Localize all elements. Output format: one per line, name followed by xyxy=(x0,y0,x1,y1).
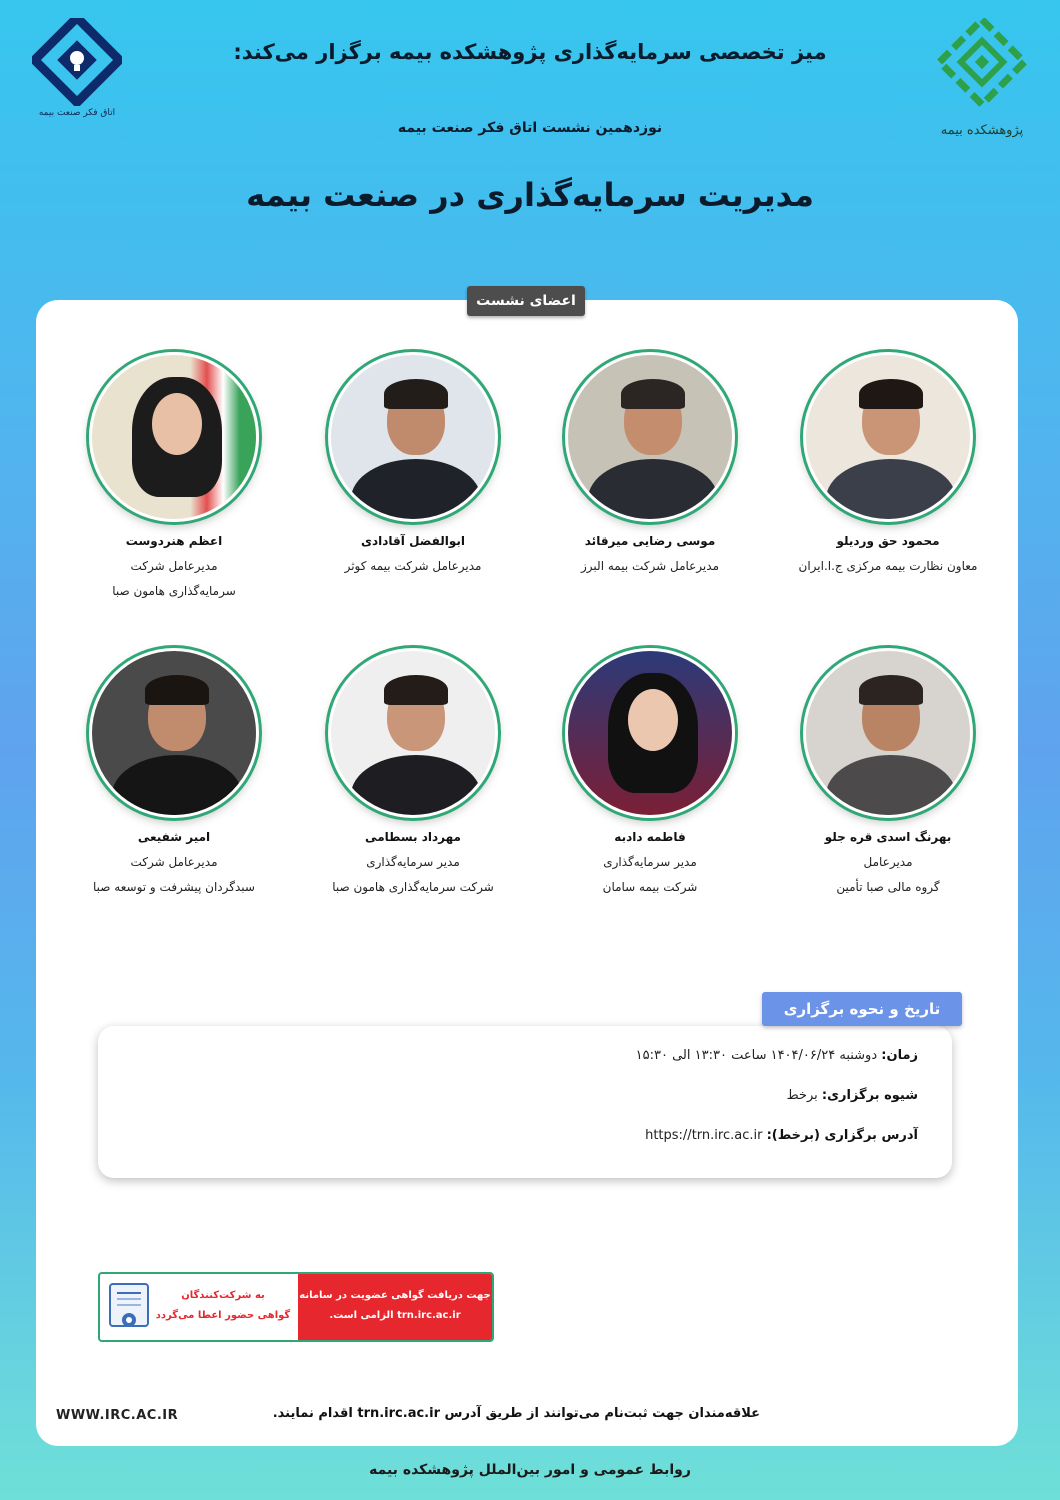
member-name: فاطمه دادبه xyxy=(614,830,686,844)
time-value: دوشنبه ۱۴۰۴/۰۶/۲۴ ساعت ۱۳:۳۰ الی ۱۵:۳۰ xyxy=(635,1048,878,1063)
insurance-research-logo-icon xyxy=(932,18,1032,110)
member-photo xyxy=(89,352,259,522)
certificate-requirement xyxy=(298,1274,492,1340)
certificate-notice-line2: گواهی حضور اعطا می‌گردد xyxy=(155,1310,291,1321)
member-role: مدیرعامل شرکت بیمه البرز xyxy=(581,559,719,573)
member-company: شرکت سرمایه‌گذاری هامون صبا xyxy=(332,880,494,894)
insurance-research-logo xyxy=(932,18,1032,138)
header-title: میز تخصصی سرمایه‌گذاری پژوهشکده بیمه برگزار می‌کند: xyxy=(233,40,827,64)
member-name: موسی رضایی میرقائد xyxy=(584,534,716,548)
time-label: زمان: xyxy=(881,1048,918,1063)
member-company: شرکت بیمه سامان xyxy=(602,880,698,894)
member-card xyxy=(303,352,523,573)
certificate-icon xyxy=(108,1282,150,1332)
schedule-method xyxy=(787,1088,918,1103)
insurance-research-logo-caption: پژوهشکده بیمه xyxy=(940,123,1024,138)
footer-credit: روابط عمومی و امور بین‌الملل پژوهشکده بیمه xyxy=(369,1462,691,1478)
certificate-requirement-line1: جهت دریافت گواهی عضویت در سامانه xyxy=(299,1290,491,1301)
member-card xyxy=(64,648,284,894)
member-photo xyxy=(803,648,973,818)
member-company: گروه مالی صبا تأمین xyxy=(836,880,940,894)
member-card xyxy=(64,352,284,598)
header-subtitle: نوزدهمین نشست اتاق فکر صنعت بیمه xyxy=(397,120,663,136)
member-name: بهرنگ اسدی قره جلو xyxy=(824,830,952,844)
method-label: شیوه برگزاری: xyxy=(821,1088,918,1103)
member-photo xyxy=(803,352,973,522)
think-tank-logo xyxy=(32,18,122,118)
page-title: مدیریت سرمایه‌گذاری در صنعت بیمه xyxy=(246,176,814,214)
member-role: مدیرعامل شرکت xyxy=(130,855,218,869)
member-card xyxy=(540,352,760,573)
member-role: مدیر سرمایه‌گذاری xyxy=(366,855,460,869)
registration-note: علاقه‌مندان جهت ثبت‌نام می‌توانند از طریق آدرس trn.irc.ac.ir اقدام نمایند. xyxy=(272,1406,760,1421)
website-url[interactable]: WWW.IRC.AC.IR xyxy=(56,1408,179,1423)
certificate-requirement-line2: trn.irc.ac.ir الزامی است. xyxy=(329,1310,461,1321)
member-photo xyxy=(328,648,498,818)
member-role: معاون نظارت بیمه مرکزی ج.ا.ایران xyxy=(798,559,978,573)
member-photo xyxy=(565,352,735,522)
method-value: برخط xyxy=(786,1088,818,1103)
member-name: محمود حق وردیلو xyxy=(836,534,940,548)
member-name: مهرداد بسطامی xyxy=(365,830,461,844)
member-card xyxy=(778,648,998,894)
think-tank-logo-icon xyxy=(32,18,122,106)
member-name: اعظم هنردوست xyxy=(125,534,223,548)
think-tank-logo-caption: اتاق فکر صنعت بیمه xyxy=(38,108,116,118)
schedule-time xyxy=(636,1048,918,1063)
member-photo xyxy=(565,648,735,818)
member-photo xyxy=(328,352,498,522)
schedule-label: تاریخ و نحوه برگزاری xyxy=(762,992,962,1026)
schedule-box xyxy=(98,1026,952,1178)
address-label: آدرس برگزاری (برخط): xyxy=(766,1128,918,1143)
member-company: سرمایه‌گذاری هامون صبا xyxy=(112,584,236,598)
certificate-notice-line1: به شرکت‌کنندگان xyxy=(181,1290,265,1301)
member-card xyxy=(778,352,998,573)
member-card xyxy=(540,648,760,894)
member-company: سبدگردان پیشرفت و توسعه صبا xyxy=(93,880,255,894)
member-card xyxy=(303,648,523,894)
certificate-banner xyxy=(98,1272,494,1342)
member-name: ابوالفضل آقادادی xyxy=(360,534,465,548)
member-name: امیر شفیعی xyxy=(137,830,211,844)
member-photo xyxy=(89,648,259,818)
schedule-address xyxy=(645,1128,918,1143)
member-role: مدیرعامل شرکت بیمه کوثر xyxy=(344,559,482,573)
member-role: مدیرعامل xyxy=(863,855,913,869)
members-label: اعضای نشست xyxy=(467,286,585,316)
address-link[interactable]: https://trn.irc.ac.ir xyxy=(645,1128,763,1143)
member-role: مدیرعامل شرکت xyxy=(130,559,218,573)
certificate-notice xyxy=(150,1274,296,1340)
member-role: مدیر سرمایه‌گذاری xyxy=(603,855,697,869)
